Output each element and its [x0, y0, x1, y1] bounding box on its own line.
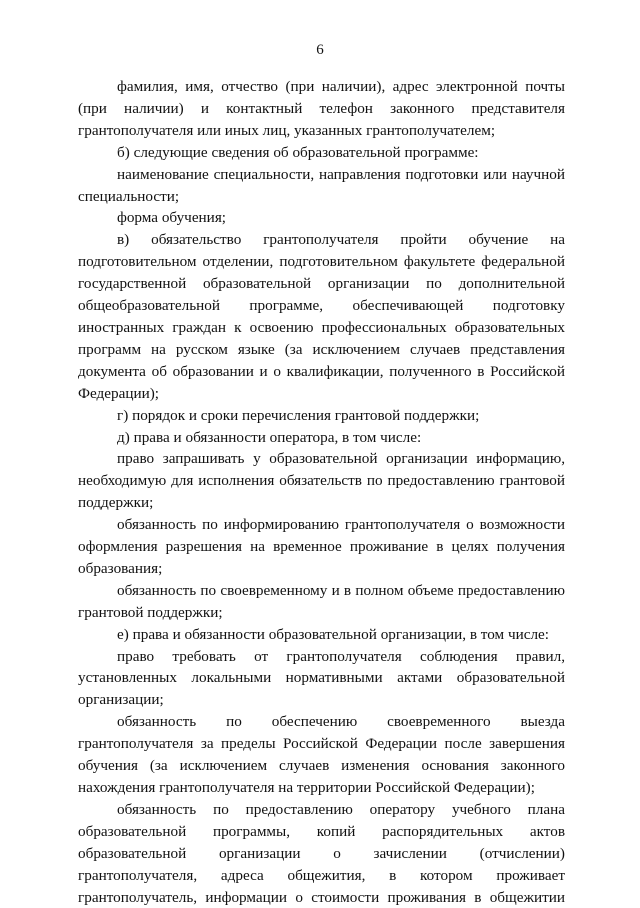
paragraph-organization-rules-right: право требовать от грантополучателя соблюдения правил, установленных локальными нормативными актами образовательной организации; — [78, 647, 565, 709]
paragraph-organization-reporting-duty: обязанность по предоставлению оператору учебного плана образовательной программы, копий распорядительных актов образовательной организации о зачислении (отчислении) грантополучателя, адреса общежития, в котором проживает грантополучатель, информации о стоимости проживания в общежитии — [78, 800, 565, 906]
paragraph-specialty-name: наименование специальности, направления подготовки или научной специальности; — [78, 165, 565, 205]
paragraph-operator-inform-duty: обязанность по информированию грантополучателя о возможности оформления разрешения на временное проживание в целях получения образования; — [78, 516, 565, 577]
paragraph-operator-request-right: право запрашивать у образовательной организации информацию, необходимую для исполнения обязательств по предоставлению грантовой поддержки; — [78, 450, 565, 512]
paragraph-representative-contacts: фамилия, имя, отчество (при наличии), адрес электронной почты (при наличии) и контактный телефон законного представителя грантополучателя или иных лиц, указанных грантополучателем; — [78, 78, 565, 139]
paragraph-b-program-info: б) следующие сведения об образовательной программе: — [117, 143, 479, 161]
document-body — [78, 76, 565, 908]
page-number: 6 — [316, 42, 324, 58]
paragraph-e-organization-rights: е) права и обязанности образовательной организации, в том числе: — [117, 625, 549, 643]
paragraph-d-operator-rights: д) права и обязанности оператора, в том числе: — [117, 428, 422, 446]
paragraph-g-payment-terms: г) порядок и сроки перечисления грантовой поддержки; — [117, 406, 480, 424]
paragraph-organization-departure-duty: обязанность по обеспечению своевременного выезда грантополучателя за пределы Российской Федерации после завершения обучения (за исключением случаев изменения основания законного нахождения грантополучателя на территории Российской Федерации); — [78, 713, 565, 796]
paragraph-v-obligation: в) обязательство грантополучателя пройти обучение на подготовительном отделении, подготовительном факультете федеральной государственной образовательной организации по дополнительной общеобразовательной программе, обеспечивающей подготовку иностранных граждан к освоению профессиональных образовательных программ на русском языке (за исключением случаев представления документа об образовании и о квалификации, полученного в Российской Федерации); — [78, 231, 565, 402]
paragraph-study-form: форма обучения; — [117, 209, 227, 227]
paragraph-operator-support-duty: обязанность по своевременному и в полном объеме предоставлению грантовой поддержки; — [78, 581, 565, 621]
